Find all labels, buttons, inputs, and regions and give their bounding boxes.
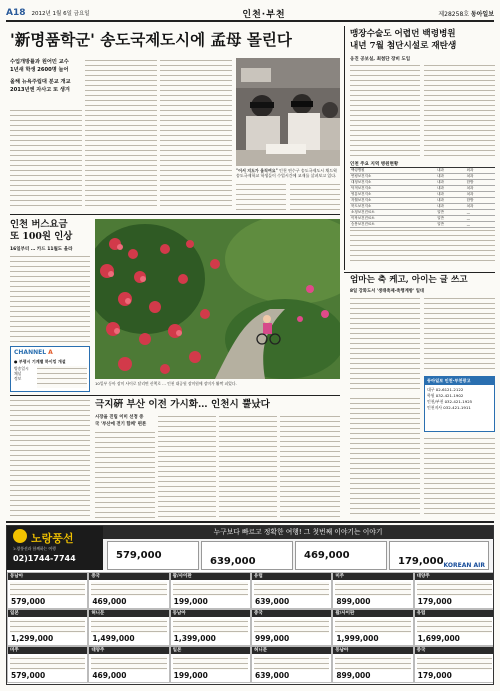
channel-item: 방송일시 (14, 366, 29, 371)
table-cell: 치과 (466, 186, 495, 192)
festival-subhead: 8일 강화도서 '생태축제·축행계방' 일대 (350, 289, 425, 294)
table-cell: — (466, 216, 495, 222)
ad-price: 579,000 (11, 597, 46, 606)
hospital-byline: 옹진 공보실, 최첨단 장비 도입 (350, 57, 411, 62)
travel-tagline: 노랑풍선과 함께하는 여행 (13, 546, 56, 551)
lead-headline: '新명품학군' 송도국제도시에 孟母 몰린다 (10, 30, 292, 49)
table-cell: 연평보건지소 (350, 174, 436, 180)
bus-body (10, 254, 90, 342)
ad-price: 899,000 (336, 671, 371, 680)
section-title: 인천·부천 (242, 9, 286, 20)
ad-cell-text (417, 619, 492, 633)
promo-price: 639,000 (210, 556, 256, 567)
channel-logo-text: CHANNEL (14, 349, 47, 356)
busan-body-col1 (95, 430, 155, 518)
photo-caption-text: 인천 연수구 송도국제도시 채드윅송도국제학교 학생들이 수업시간에 교재를 살펴보고 있다. (236, 168, 337, 178)
hospital-headline (350, 28, 495, 52)
divider (10, 395, 340, 396)
ad-cell-text (91, 619, 166, 633)
ad-region-label: 대양주 (415, 573, 494, 580)
ad-price: 639,000 (255, 671, 290, 680)
ad-cell (332, 609, 413, 646)
contact-line: 대구 02-6121-2122 (427, 387, 464, 392)
ad-cell (88, 572, 169, 609)
ad-cell-text (173, 619, 248, 633)
ad-divider (6, 521, 494, 523)
travel-brand-block (7, 526, 103, 570)
ad-cell-text (335, 656, 410, 670)
bus-headline (10, 219, 90, 243)
ad-cell (251, 609, 332, 646)
busan-body-col3 (219, 414, 277, 518)
ad-price: 1,699,000 (417, 634, 460, 643)
airline-logo: KOREAN AIR (443, 562, 485, 569)
festival-body-col3 (350, 396, 420, 518)
table-cell: 치과 (466, 174, 495, 180)
ad-cell (170, 572, 251, 609)
hospital-body-col1 (350, 63, 420, 159)
table-cell: — (466, 210, 495, 216)
lead-body-col4 (236, 182, 286, 212)
festival-headline: 엄마는 축 케고, 아이는 글 쓰고 (350, 275, 468, 285)
contact-line: 인천지사 032-421-1911 (427, 405, 471, 410)
contact-title: 동아일보 인천·부천광고 (425, 377, 494, 385)
ad-cell-text (254, 619, 329, 633)
festival-body-col2 (424, 296, 495, 372)
table-cell: 내과 (436, 180, 465, 186)
ad-region-label: 동남아 (171, 610, 250, 617)
promo-box (201, 541, 293, 570)
table-cell: 대청보건지소 (350, 180, 436, 186)
promo-box (107, 541, 199, 570)
ad-cell (414, 572, 494, 609)
channel-item: 채널 (14, 371, 22, 376)
ad-price: 1,499,000 (92, 634, 135, 643)
paper-name: 동아일보 (470, 10, 494, 18)
ad-region-label: 유럽 (252, 573, 331, 580)
table-cell: — (466, 222, 495, 228)
channel-logo-a: A (48, 349, 53, 356)
hospital-headline-1: 맹장수술도 어렵던 백령병원 (350, 29, 456, 39)
travel-brand: 노랑풍선 (31, 532, 74, 545)
ad-cell (7, 646, 88, 683)
ad-price: 179,000 (417, 597, 452, 606)
hospital-body-col3 (350, 228, 495, 264)
page-header (6, 6, 494, 22)
contact-line: 인천/부천 032-421-1925 (427, 399, 473, 404)
table-cell: 이작보건진료소 (350, 216, 436, 222)
promo-price: 179,000 (398, 556, 444, 567)
travel-banner: 누구보다 빠르고 정확한 여행! 그 첫번째 이야기는 이야기 (103, 526, 493, 539)
hospital-body-col2 (424, 63, 495, 159)
table-cell: 일반 (436, 222, 465, 228)
table-cell: 내과 (436, 174, 465, 180)
ad-price: 999,000 (255, 634, 290, 643)
contact-box (424, 376, 495, 432)
ad-price: 1,399,000 (173, 634, 216, 643)
photo-caption (236, 168, 340, 180)
ad-region-label: 중국 (89, 573, 168, 580)
column-divider (344, 26, 345, 270)
page-number: A18 (6, 8, 26, 18)
ad-price: 199,000 (173, 597, 208, 606)
busan-sub-2: 국 '부산에 전기 함께' 편론 (95, 422, 147, 427)
table-cell: 내과 (436, 186, 465, 192)
table-cell: 북도보건지소 (350, 204, 436, 210)
ad-region-label: 중국 (252, 610, 331, 617)
table-cell: 영흥보건지소 (350, 192, 436, 198)
table-cell: 한방 (466, 180, 495, 186)
bus-subhead: 16일부터 … 카드 11월도 올라 (10, 247, 73, 252)
ad-cell (414, 609, 494, 646)
ad-region-label: 미주 (8, 647, 87, 654)
ad-region-label: 일본 (171, 647, 250, 654)
lead-body-col5 (290, 182, 340, 212)
ad-cell-text (91, 656, 166, 670)
table-cell: 소청보건진료소 (350, 210, 436, 216)
channel-item: 정보 (14, 376, 22, 381)
promo-row (103, 539, 493, 570)
festival-body-col1 (350, 296, 420, 392)
lead-body-col1 (10, 108, 82, 210)
ad-cell-text (335, 582, 410, 596)
page-date: 2012년 1월 6일 금요일 (31, 11, 90, 17)
ad-cell-text (10, 582, 85, 596)
travel-phone: 02)1744-7744 (13, 554, 76, 563)
ad-price: 469,000 (92, 597, 127, 606)
table-cell: 내과 (436, 192, 465, 198)
ad-cell (332, 646, 413, 683)
rose-garden-photo (95, 219, 340, 379)
ad-cell (332, 572, 413, 609)
divider (344, 272, 495, 273)
ad-cell (88, 609, 169, 646)
ad-region-label: 중국 (415, 647, 494, 654)
bus-headline-2: 또 100원 인상 (10, 231, 73, 242)
ad-price: 1,299,000 (11, 634, 54, 643)
ad-cell (251, 572, 332, 609)
ad-cell-text (91, 582, 166, 596)
lead-sub-4: 2013년엔 자사고 또 생겨 (10, 87, 70, 93)
issue-number: 제28258호 (438, 10, 470, 18)
lead-sub-3: 올해 뉴욕주립대 분교 개교 (10, 79, 71, 85)
busan-subheads (95, 414, 155, 428)
lead-body-col3 (160, 58, 232, 210)
ad-cell-text (254, 656, 329, 670)
ad-region-label: 미주 (333, 573, 412, 580)
table-cell: 내과 (436, 168, 465, 174)
bus-headline-1: 인천 버스요금 (10, 219, 68, 230)
travel-advertisement (6, 525, 494, 685)
busan-body-col2 (158, 414, 216, 518)
lead-sub-1: 수업개방률과 원어민 교수 (10, 59, 69, 65)
ad-cell (7, 609, 88, 646)
channel-items (14, 366, 29, 381)
promo-box (295, 541, 387, 570)
ad-price: 199,000 (173, 671, 208, 680)
table-cell: 백령병원 (350, 168, 436, 174)
festival-body-col4 (424, 436, 495, 518)
ad-cell (414, 646, 494, 683)
promo-price: 579,000 (116, 550, 162, 561)
table-cell: 한방 (466, 198, 495, 204)
ad-price: 579,000 (11, 671, 46, 680)
ad-region-label: 동남아 (8, 573, 87, 580)
ad-cell-text (254, 582, 329, 596)
ad-cell-text (173, 582, 248, 596)
classroom-photo (236, 58, 340, 166)
contact-line: 학원 032-421-1902 (427, 393, 464, 398)
ad-price: 1,999,000 (336, 634, 379, 643)
ad-region-label: 괌/사이판 (171, 573, 250, 580)
busan-body-col4 (280, 414, 340, 518)
table-cell: 내과 (436, 198, 465, 204)
channel-logo (14, 349, 53, 356)
region-grid (7, 572, 494, 684)
ad-cell (251, 646, 332, 683)
lead-subheads (10, 58, 90, 94)
ad-cell (7, 572, 88, 609)
balloon-icon (13, 529, 27, 543)
channel-title: ● 부평시 기계별 하이킹 개설 (14, 359, 66, 364)
ad-cell-text (10, 656, 85, 670)
ad-price: 899,000 (336, 597, 371, 606)
ad-cell-text (10, 619, 85, 633)
hospital-table-title: 인천 주요 지역 병원현황 (350, 161, 495, 168)
table-cell: 치과 (466, 192, 495, 198)
promo-price: 469,000 (304, 550, 350, 561)
ad-cell (88, 646, 169, 683)
ad-cell-text (417, 656, 492, 670)
hospital-headline-2: 내년 7월 첨단시설로 재탄생 (350, 41, 457, 51)
table-cell: 외과 (466, 168, 495, 174)
divider (10, 214, 340, 215)
lead-sub-2: 1년새 학생 2600명 늘어 (10, 67, 69, 73)
table-cell: 덕적보건지소 (350, 186, 436, 192)
ad-price: 469,000 (92, 671, 127, 680)
busan-headline: 극지硏 부산 이전 가시화… 인천시 뿔났다 (95, 399, 270, 410)
ad-cell-text (335, 619, 410, 633)
ad-cell (170, 646, 251, 683)
table-cell: 일반 (436, 210, 465, 216)
ad-region-label: 허니문 (252, 647, 331, 654)
table-cell: 일반 (436, 216, 465, 222)
ad-region-label: 유럽 (415, 610, 494, 617)
lead-body-col2 (85, 58, 157, 210)
ad-region-label: 허니문 (89, 610, 168, 617)
ad-region-label: 대양주 (89, 647, 168, 654)
contact-lines (425, 385, 494, 413)
table-cell: 치과 (466, 204, 495, 210)
ad-region-label: 동남아 (333, 647, 412, 654)
ad-cell-text (417, 582, 492, 596)
table-cell: 승봉보건진료소 (350, 222, 436, 228)
channel-a-box (10, 346, 90, 392)
table-cell: 자월보건지소 (350, 198, 436, 204)
ad-price: 179,000 (417, 671, 452, 680)
busan-sub-1: 시장을 진립 이미 선정 중 (95, 415, 144, 420)
rose-photo-caption: 10일부 동아 장미 사이로 달리면 산책로 … 인천 대공원 장미원에 장미가 활짝 피었다. (95, 381, 237, 386)
left-brief-body (10, 398, 90, 518)
ad-region-label: 괌/사이판 (333, 610, 412, 617)
ad-cell-text (173, 656, 248, 670)
ad-price: 639,000 (255, 597, 290, 606)
channel-body (37, 366, 87, 388)
photo-caption-title: "어서 지도가 움직여요" (236, 168, 278, 173)
ad-region-label: 일본 (8, 610, 87, 617)
ad-cell (170, 609, 251, 646)
table-cell: 내과 (436, 204, 465, 210)
